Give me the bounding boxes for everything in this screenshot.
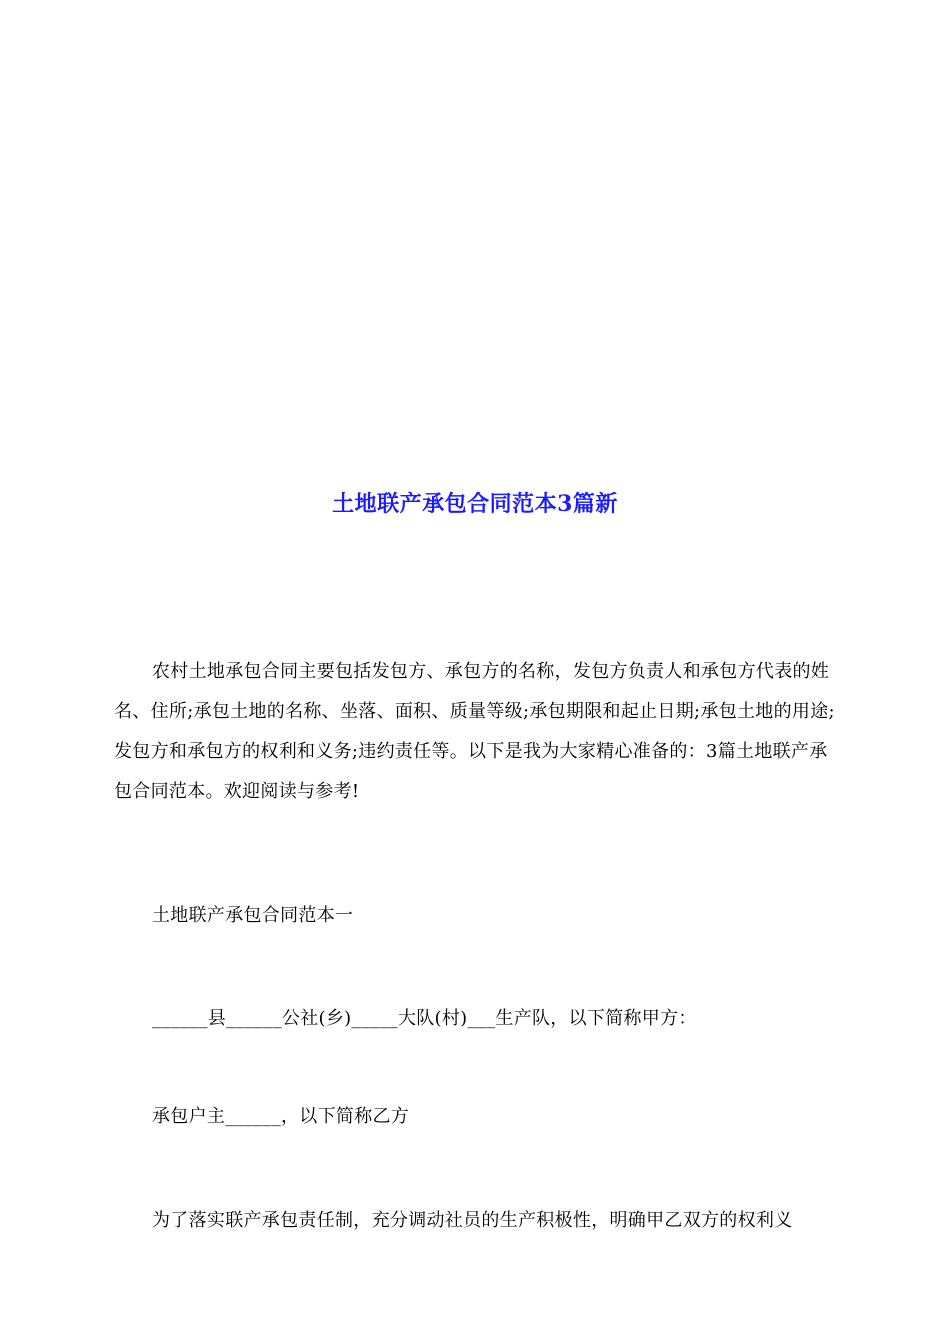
party-a-line: ______县______公社(乡)_____大队(村)___生产队，以下简称甲方： [152,1008,697,1029]
purpose-line: 为了落实联产承包责任制，充分调动社员的生产积极性，明确甲乙双方的权利义 [152,1210,793,1231]
document-title: 土地联产承包合同范本3篇新 [332,491,618,517]
party-b-line: 承包户主______，以下简称乙方 [152,1106,410,1127]
section-heading: 土地联产承包合同范本一 [152,905,354,926]
intro-paragraph: 农村土地承包合同主要包括发包方、承包方的名称，发包方负责人和承包方代表的姓名、住所;承包土地的名称、坐落、面积、质量等级;承包期限和起止日期;承包土地的用途;发包方和承包方的权利和义务;违约责任等。以下是我为大家精心准备的：3篇土地联产承包合同范本。欢迎阅读与参考! [114,661,835,802]
